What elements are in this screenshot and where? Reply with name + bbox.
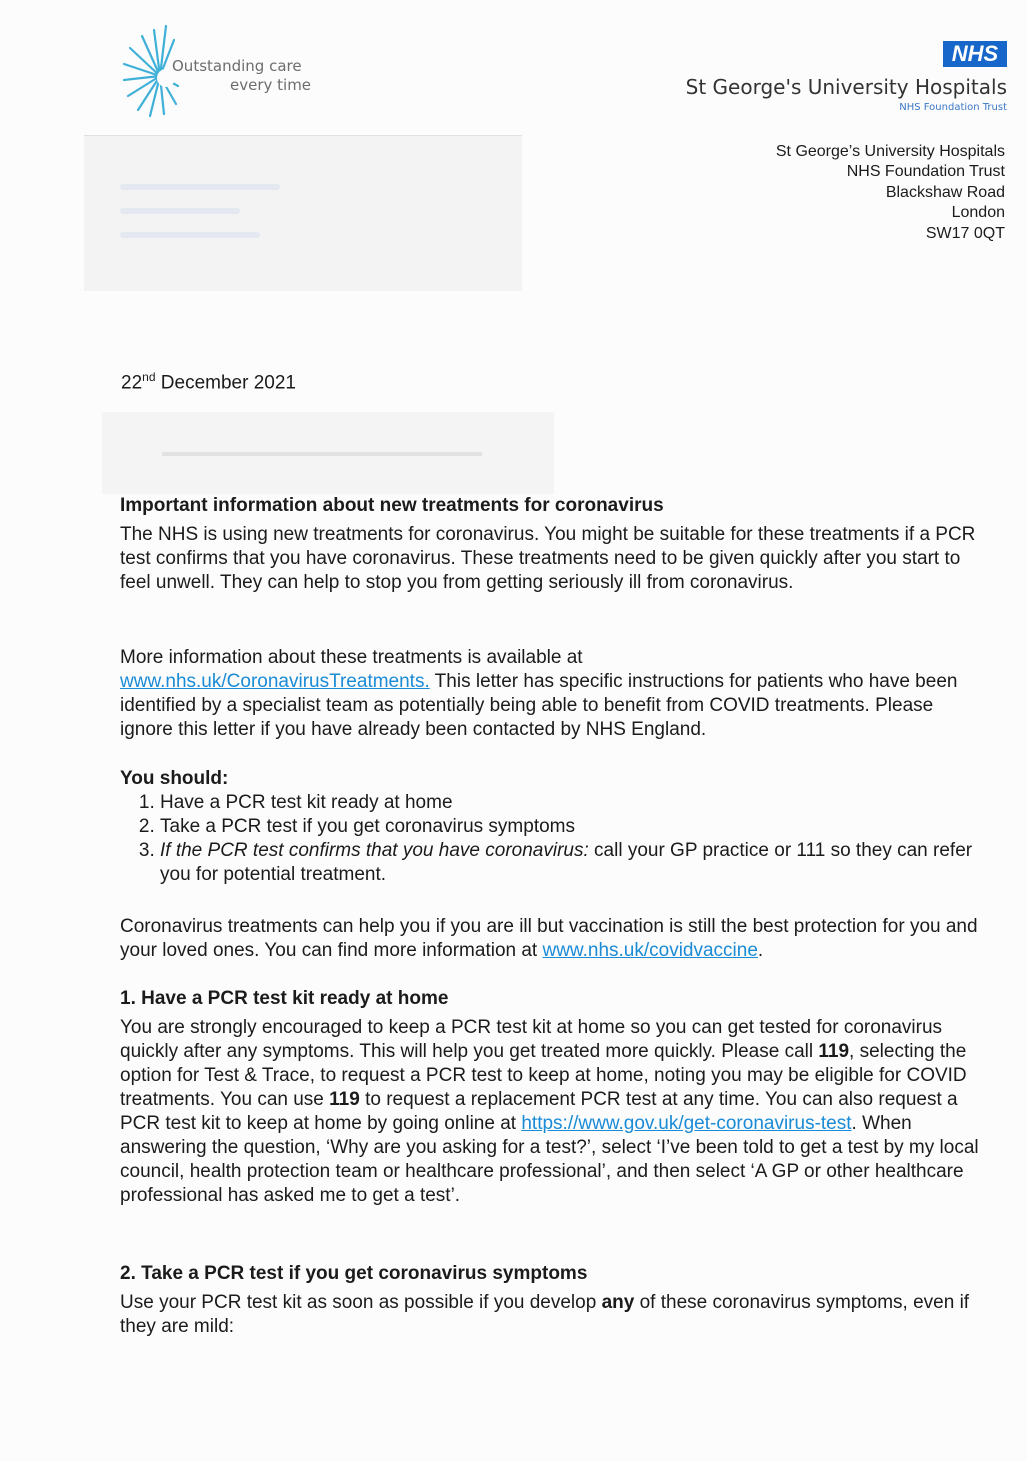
section-2-paragraph: Use your PCR test kit as soon as possible if you develop any of these coronavirus symptoms, even if they are mild: (120, 1292, 970, 1337)
redaction-smudge (120, 208, 240, 214)
redaction-smudge (120, 184, 280, 190)
more-info-lead: More information about these treatments is available at (120, 647, 583, 668)
treatments-link[interactable]: www.nhs.uk/CoronavirusTreatments. (120, 671, 430, 692)
you-should-heading: You should: (120, 768, 229, 789)
section-1-heading: 1. Have a PCR test kit ready at home (120, 988, 449, 1009)
tagline-line1: Outstanding care (172, 57, 302, 75)
section-1-paragraph: You are strongly encouraged to keep a PCR test kit at home so you can get tested for coronavirus quickly after any symptoms. This will help you get treated more quickly. Please call 119, selecting the option for Test & Trace, to request a PCR test to keep at home, noting you may be eligible for COVID treatments. You can use 119 to request a replacement PCR test at any time. You can also request a PCR test kit to keep at home by going online at https://www.gov.uk/get-coronavirus-test. When answering the question, ‘Why are you asking for a test?’, select ‘I’ve been told to get a test by my local council, health protection team or healthcare professional’, and then select ‘A GP or other healthcare professional has asked me to get a test’. (120, 1017, 979, 1206)
nhs-logo-badge: NHS (943, 41, 1007, 67)
section-2 (120, 1262, 980, 1339)
redaction-smudge (162, 452, 482, 456)
trust-name: St George's University Hospitals (685, 75, 1007, 99)
address-line: London (951, 204, 1005, 222)
hospital-logo (120, 22, 320, 118)
address-line: Blackshaw Road (885, 183, 1005, 201)
you-should-section (120, 767, 980, 887)
more-info-section (120, 646, 980, 742)
address-line: SW17 0QT (925, 224, 1005, 242)
letter-date: 22nd December 2021 (121, 370, 296, 394)
more-info-paragraph: www.nhs.uk/CoronavirusTreatments. This letter has specific instructions for patients who have been identified by a specialist team as potentially being able to benefit from COVID treatments. Please ignore this letter if you have already been contacted by NHS England. (120, 671, 958, 740)
sender-address (776, 142, 1005, 244)
action-list (120, 791, 980, 887)
list-item: 1. Have a PCR test kit ready at home (160, 791, 980, 815)
vaccine-link[interactable]: www.nhs.uk/covidvaccine (542, 940, 758, 961)
intro-paragraph: The NHS is using new treatments for coronavirus. You might be suitable for these treatments if a PCR test confirms that you have coronavirus. These treatments need to be given quickly after you start to feel unwell. They can help to stop you from getting seriously ill from coronavirus. (120, 524, 976, 593)
section-1 (120, 987, 980, 1208)
redacted-recipient-address (84, 135, 522, 291)
intro-section (120, 494, 980, 595)
gov-test-link[interactable]: https://www.gov.uk/get-coronavirus-test (521, 1113, 852, 1134)
starburst-logo-icon (120, 22, 180, 118)
section-2-heading: 2. Take a PCR test if you get coronavirus symptoms (120, 1263, 588, 1284)
list-item: 2. Take a PCR test if you get coronavirus symptoms (160, 815, 980, 839)
vaccine-paragraph: Coronavirus treatments can help you if you are ill but vaccination is still the best protection for you and your loved ones. You can find more information at www.nhs.uk/covidvaccine. (120, 916, 978, 961)
redacted-salutation (102, 412, 554, 494)
address-line: St George’s University Hospitals (775, 143, 1005, 160)
intro-heading: Important information about new treatments for coronavirus (120, 495, 664, 516)
tagline-line2: every time (230, 76, 312, 94)
address-line: NHS Foundation Trust (846, 163, 1005, 181)
list-item: 3. If the PCR test confirms that you have coronavirus: call your GP practice or 111 so they can refer you for potential treatment. (160, 839, 980, 887)
trust-subtitle: NHS Foundation Trust (899, 102, 1007, 113)
redaction-smudge (120, 232, 260, 238)
